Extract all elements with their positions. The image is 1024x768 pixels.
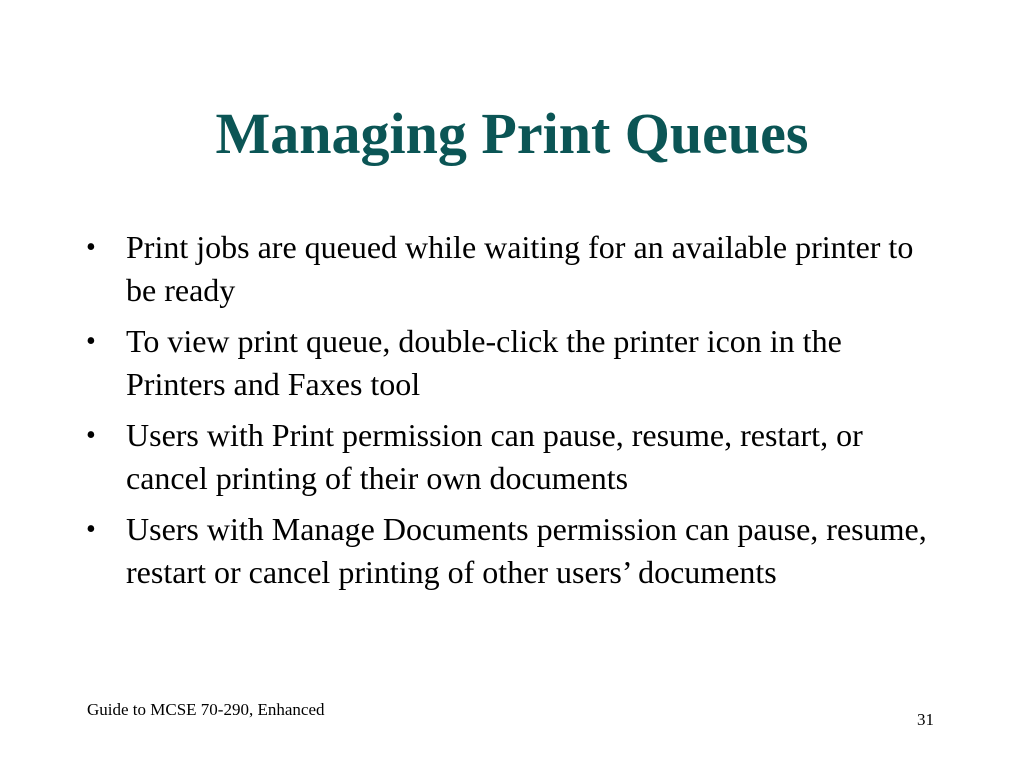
page-number: 31 [917, 710, 934, 729]
bullet-glyph: • [86, 232, 96, 263]
bullet-list [86, 226, 946, 602]
footer-course-title: Guide to MCSE 70-290, Enhanced [87, 700, 325, 719]
bullet-glyph: • [86, 326, 96, 357]
bullet-item [86, 508, 946, 594]
bullet-text: Users with Print permission can pause, resume, restart, or cancel printing of their own documents [126, 417, 863, 496]
bullet-item [86, 226, 946, 312]
bullet-item [86, 320, 946, 406]
bullet-text: Users with Manage Documents permission can pause, resume, restart or cancel printing of other users’ documents [126, 511, 927, 590]
bullet-text: Print jobs are queued while waiting for an available printer to be ready [126, 229, 914, 308]
bullet-glyph: • [86, 514, 96, 545]
slide-title: Managing Print Queues [215, 101, 809, 166]
bullet-item [86, 414, 946, 500]
bullet-glyph: • [86, 420, 96, 451]
bullet-text: To view print queue, double-click the printer icon in the Printers and Faxes tool [126, 323, 842, 402]
